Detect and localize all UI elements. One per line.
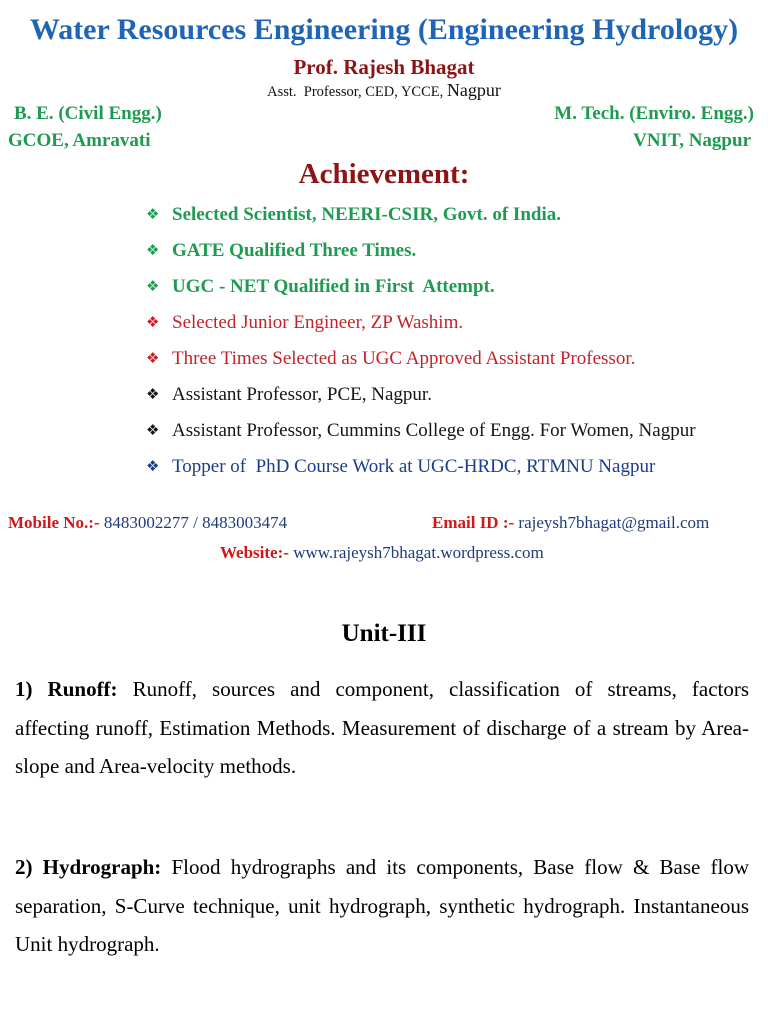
- diamond-bullet-icon: ❖: [146, 349, 160, 367]
- achievement-text: Three Times Selected as UGC Approved Assistant Professor.: [172, 348, 636, 369]
- achievement-item: [146, 455, 696, 491]
- qualification-right-institute: VNIT, Nagpur: [633, 130, 751, 151]
- achievement-text: Assistant Professor, PCE, Nagpur.: [172, 384, 432, 405]
- contact-email: [432, 512, 709, 534]
- achievement-item: [146, 311, 696, 347]
- topic-line: [15, 670, 749, 709]
- diamond-bullet-icon: ❖: [146, 385, 160, 403]
- contact-mobile: [8, 512, 287, 534]
- achievement-text: Topper of PhD Course Work at UGC-HRDC, RTMNU Nagpur: [172, 456, 656, 477]
- achievement-text: Selected Junior Engineer, ZP Washim.: [172, 312, 464, 333]
- diamond-bullet-icon: ❖: [146, 205, 160, 223]
- achievement-list: [146, 203, 696, 491]
- qualification-left-institute: GCOE, Amravati: [8, 130, 151, 151]
- contact-website: [220, 542, 544, 564]
- achievement-text: Assistant Professor, Cummins College of Engg. For Women, Nagpur: [172, 420, 696, 441]
- achievement-item: [146, 239, 696, 275]
- contact-mobile-label: Mobile No.:-: [8, 513, 100, 532]
- achievement-item: [146, 203, 696, 239]
- author-designation: [0, 79, 768, 103]
- contact-website-label: Website:-: [220, 543, 289, 562]
- topic-paragraph: [15, 670, 749, 786]
- topic-line: affecting runoff, Estimation Methods. Measurement of discharge of a stream by Area-: [15, 715, 749, 740]
- topic-line: separation, S-Curve technique, unit hydrograph, synthetic hydrograph. Instantaneous: [15, 893, 749, 918]
- contact-website-value: www.rajeysh7bhagat.wordpress.com: [293, 543, 544, 562]
- qualification-right-degree: M. Tech. (Enviro. Engg.): [554, 103, 754, 124]
- contact-email-value: rajeysh7bhagat@gmail.com: [518, 513, 710, 532]
- contact-email-label: Email ID :-: [432, 513, 515, 532]
- achievement-heading: Achievement:: [298, 158, 470, 190]
- topic-line-text: Runoff, sources and component, classification of streams, factors: [132, 677, 750, 701]
- diamond-bullet-icon: ❖: [146, 241, 160, 259]
- topic-line-text: Flood hydrographs and its components, Base flow & Base flow: [171, 855, 749, 879]
- designation-text: Asst. Professor, CED, YCCE,: [267, 84, 444, 100]
- topic-label: 2) Hydrograph:: [15, 855, 162, 879]
- topic-paragraph: [15, 848, 749, 964]
- unit-title: Unit-III: [341, 620, 427, 647]
- contact-mobile-value: 8483002277 / 8483003474: [103, 513, 288, 532]
- topic-label: 1) Runoff:: [15, 677, 118, 701]
- designation-city: Nagpur: [446, 80, 501, 100]
- author-name: Prof. Rajesh Bhagat: [293, 55, 475, 79]
- diamond-bullet-icon: ❖: [146, 421, 160, 439]
- topic-line: slope and Area-velocity methods.: [15, 754, 297, 778]
- topic-line: Unit hydrograph.: [15, 932, 160, 956]
- diamond-bullet-icon: ❖: [146, 277, 160, 295]
- achievement-item: [146, 275, 696, 311]
- page-title: Water Resources Engineering (Engineering Hydrology): [29, 13, 739, 46]
- achievement-item: [146, 419, 696, 455]
- achievement-item: [146, 347, 696, 383]
- diamond-bullet-icon: ❖: [146, 457, 160, 475]
- qualification-left-degree: B. E. (Civil Engg.): [14, 103, 162, 124]
- achievement-text: Selected Scientist, NEERI-CSIR, Govt. of India.: [172, 204, 561, 225]
- achievement-item: [146, 383, 696, 419]
- diamond-bullet-icon: ❖: [146, 313, 160, 331]
- achievement-text: UGC - NET Qualified in First Attempt.: [172, 276, 495, 297]
- achievement-text: GATE Qualified Three Times.: [172, 240, 417, 261]
- topic-line: [15, 848, 749, 887]
